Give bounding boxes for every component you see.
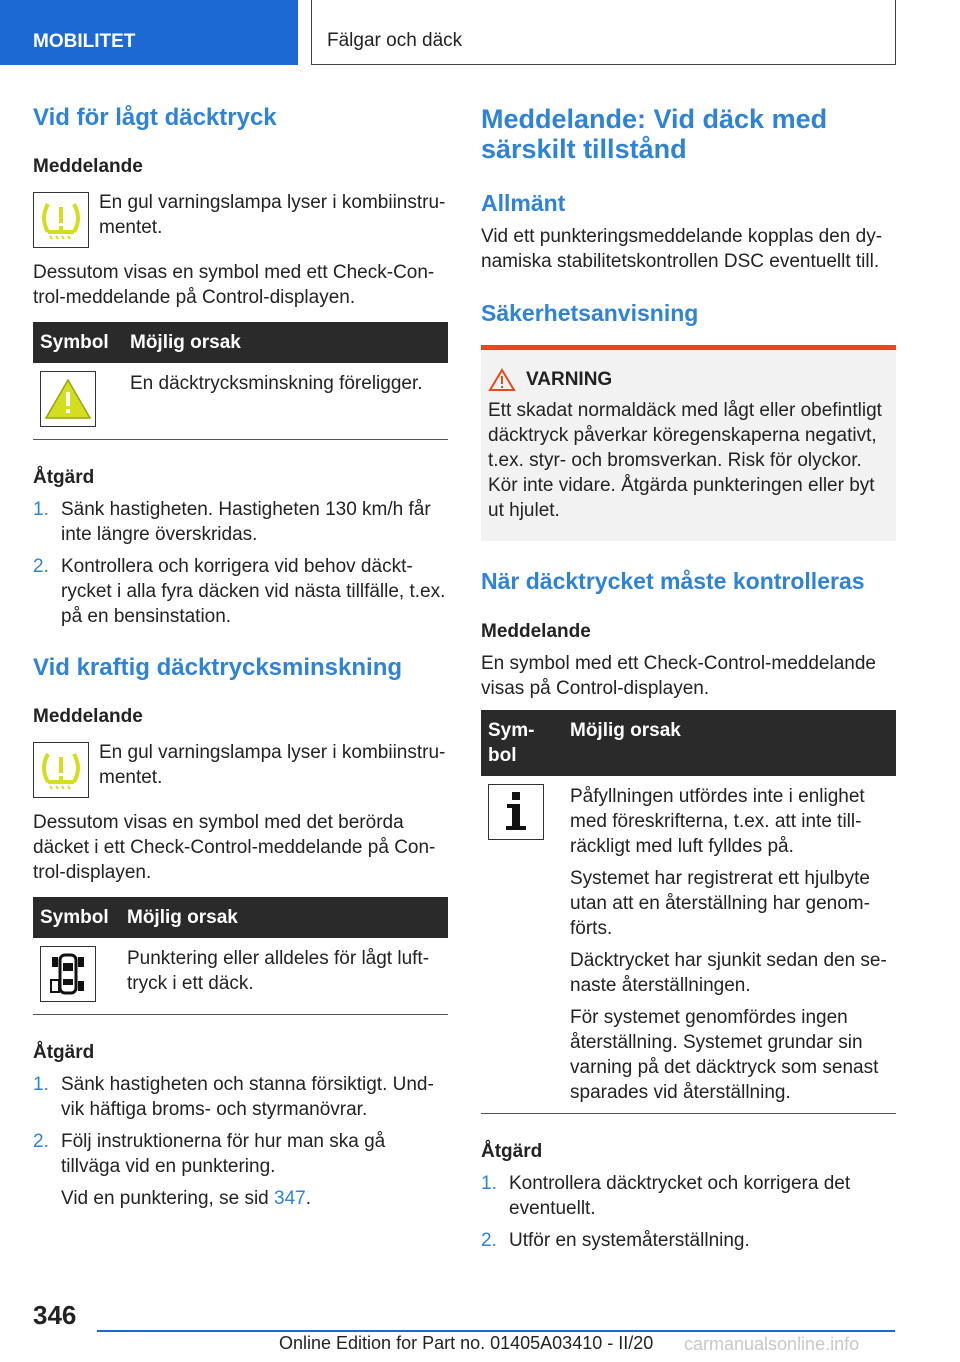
check-heading: När däcktrycket måste kontrolleras [481, 568, 865, 594]
car-flat-tire-icon [40, 946, 96, 1002]
lamp-description: En gul varningslampa lyser i kombiinstru-mentet. [99, 742, 446, 788]
safety-heading: Säkerhetsanvisning [481, 300, 699, 326]
symbol-table [33, 322, 448, 440]
action-list [33, 1072, 448, 1179]
chapter-title: Fälgar och däck [311, 0, 896, 65]
warning-triangle-icon [40, 371, 96, 427]
cause-text: Påfyllningen utfördes inte i enlighet med föreskrifterna, t.ex. att inte till-räckligt med luft fylldes på. [570, 786, 865, 857]
action-list [33, 497, 448, 629]
section-title-special-tires: Meddelande: Vid däck med särskilt tillstånd [481, 104, 828, 164]
col-cause: Möjlig orsak [123, 322, 448, 363]
message-heading: Meddelande [33, 706, 143, 727]
col-symbol: Sym-bol [481, 710, 563, 776]
page-link[interactable]: 347 [274, 1188, 306, 1209]
message-text: En symbol med ett Check-Control-meddelande visas på Control-displayen. [481, 653, 876, 699]
left-column [33, 100, 448, 1211]
list-item: 1. Sänk hastigheten och stanna försiktigt. Und-vik häftiga broms- och styrmanövrar. [33, 1074, 434, 1120]
footer-divider [97, 1330, 895, 1332]
section-tab: MOBILITET [0, 0, 298, 65]
section-title-low-pressure: Vid för lågt däcktryck [33, 104, 277, 131]
lamp-description: En gul varningslampa lyser i kombiinstru-mentet. [99, 192, 446, 238]
warning-title: VARNING [488, 368, 889, 392]
action-list [481, 1171, 896, 1253]
warning-lamp-row [33, 740, 448, 798]
cause-text: En däcktrycksminskning föreligger. [130, 373, 423, 394]
paragraph: Dessutom visas en symbol med det berörda däcket i ett Check-Control-meddelande på Con-trol-displayen. [33, 812, 436, 883]
list-item: 2. Utför en systemåterställning. [481, 1230, 750, 1251]
symbol-table [481, 710, 896, 1114]
cause-text: Däcktrycket har sjunkit sedan den se-naste återställningen. [570, 950, 887, 996]
watermark: carmanualsonline.info [684, 1334, 860, 1354]
symbol-table [33, 897, 448, 1015]
cause-text: För systemet genomfördes ingen återställning. Systemet grundar sin varning på det däcktryck som senast sparades vid återställning. [570, 1007, 879, 1103]
warning-lamp-row [33, 190, 448, 248]
col-symbol: Symbol [33, 897, 120, 938]
cause-text: Systemet har registrerat ett hjulbyte utan att en återställning har genom-förts. [570, 868, 870, 939]
section-title-severe-loss: Vid kraftig däcktrycksminskning [33, 654, 403, 681]
footer-edition: Online Edition for Part no. 01405A03410 - II/20 [279, 1333, 654, 1353]
list-item: 2. Kontrollera och korrigera vid behov däckt-rycket i alla fyra däcken vid nästa tillfälle, t.ex. på en bensinstation. [33, 556, 446, 627]
list-item: 1. Sänk hastigheten. Hastigheten 130 km/h får inte längre överskridas. [33, 499, 431, 545]
paragraph: Dessutom visas en symbol med ett Check-Con-trol-meddelande på Control-displayen. [33, 262, 435, 308]
cause-cell [563, 776, 896, 1114]
list-item: 2. Följ instruktionerna för hur man ska gå tillväga vid en punktering. [33, 1131, 386, 1177]
right-column [481, 100, 896, 1253]
page-number: 346 [33, 1300, 77, 1330]
message-heading: Meddelande [33, 156, 143, 177]
cause-text: Punktering eller alldeles för lågt luft-tryck i ett däck. [127, 948, 430, 994]
col-symbol: Symbol [33, 322, 123, 363]
warning-box [481, 345, 896, 541]
action-heading: Åtgärd [33, 1042, 95, 1063]
action-heading: Åtgärd [481, 1141, 543, 1162]
action-heading: Åtgärd [33, 467, 95, 488]
tire-pressure-lamp-icon [33, 192, 89, 248]
tire-pressure-lamp-icon [33, 742, 89, 798]
col-cause: Möjlig orsak [563, 710, 896, 776]
col-cause: Möjlig orsak [120, 897, 448, 938]
info-icon [488, 784, 544, 840]
warning-triangle-icon [488, 368, 516, 392]
list-item: 1. Kontrollera däcktrycket och korrigera det eventuellt. [481, 1173, 851, 1219]
message-heading: Meddelande [481, 621, 591, 642]
warning-text: Ett skadat normaldäck med lågt eller obefintligt däcktryck påverkar köregenskaperna negativt, t.ex. styr- och bromsverkan. Risk för olyckor. Kör inte vidare. Åtgärda punkteringen eller byt ut hjulet. [488, 400, 882, 521]
general-text: Vid ett punkteringsmeddelande kopplas den dy-namiska stabilitetskontrollen DSC eventuellt till. [481, 226, 883, 272]
general-heading: Allmänt [481, 190, 566, 216]
page-reference: Vid en punktering, se sid 347. [61, 1188, 311, 1209]
